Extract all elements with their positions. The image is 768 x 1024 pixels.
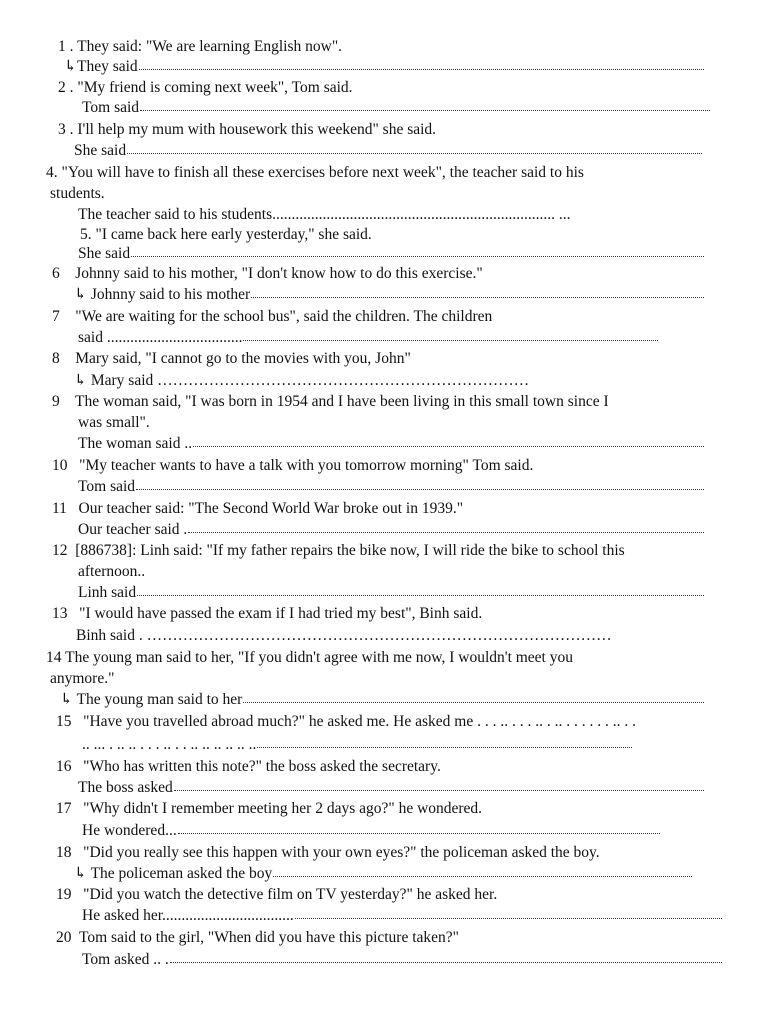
answer-lead-4[interactable]: The teacher said to his students......................................................................... ... [78,206,571,223]
question-4: 4. "You will have to finish all these exercises before next week", the teacher said to his [46,164,584,181]
dotted-line [295,906,722,919]
question-13: 13 "I would have passed the exam if I had tried my best", Binh said. [52,605,483,622]
question-8: 8 Mary said, "I cannot go to the movies with you, John" [52,350,411,367]
answer-line-12[interactable] [78,583,704,603]
answer-line-18[interactable] [74,864,692,884]
answer-line-2[interactable] [82,98,710,118]
dotted-line [139,57,704,70]
answer-line-3[interactable] [74,141,702,161]
question-14: 14 The young man said to her, "If you didn't agree with me now, I wouldn't meet you [46,649,573,666]
answer-lead-1: ↳They said [64,58,138,75]
question-12-cont: afternoon.. [78,563,146,580]
dotted-line [174,778,704,791]
dotted-line [273,864,692,877]
answer-lead-15: .. ... . .. .. . . . .. . . .. .. .. .. .. .. [82,736,257,753]
question-6: 6 Johnny said to his mother, "I don't know how to do this exercise." [52,265,483,282]
question-5: 5. "I came back here early yesterday," she said. [80,226,372,243]
answer-line-20[interactable] [82,950,722,970]
answer-line-11[interactable] [78,520,704,540]
answer-line-19[interactable] [82,906,722,926]
answer-lead-12: Linh said [78,584,137,601]
question-7: 7 "We are waiting for the school bus", said the children. The children [52,308,493,325]
answer-lead-10: Tom said [78,478,136,495]
dotted-line [243,328,658,341]
dotted-line [243,690,704,703]
answer-line-14[interactable] [60,690,704,710]
answer-lead-13[interactable]: Binh said . ……………………………………………………………………………… [76,627,612,644]
answer-line-17[interactable] [82,821,660,841]
dotted-line [257,735,632,748]
question-15: 15 "Have you travelled abroad much?" he asked me. He asked me . . . .. . . . .. . .. . . . . . . .. . . [56,713,636,730]
answer-line-10[interactable] [78,477,704,497]
question-20: 20 Tom said to the girl, "When did you have this picture taken?" [56,929,459,946]
question-14-cont: anymore." [50,670,115,687]
answer-lead-7: said ................................... [78,329,243,346]
answer-line-7[interactable] [78,328,658,348]
dotted-line [127,141,702,154]
answer-line-6[interactable] [74,285,704,305]
answer-lead-9: The woman said .. [78,435,193,452]
answer-lead-17: He wondered... [82,822,177,839]
answer-lead-6: ↳ Johnny said to his mother [74,286,251,303]
dotted-line [170,950,722,963]
question-12: 12 [886738]: Linh said: "If my father repairs the bike now, I will ride the bike to school this [52,542,625,559]
question-3: 3 . I'll help my mum with housework this weekend" she said. [58,121,437,138]
answer-line-5[interactable] [78,244,704,264]
answer-line-9[interactable] [78,434,704,454]
answer-line-1[interactable] [64,57,704,77]
answer-lead-16: The boss asked [78,779,173,796]
question-1: 1 . They said: "We are learning English now". [58,38,343,55]
question-19: 19 "Did you watch the detective film on TV yesterday?" he asked her. [56,886,498,903]
answer-line-16[interactable] [78,778,704,798]
dotted-line [140,98,710,111]
question-11: 11 Our teacher said: "The Second World War broke out in 1939." [52,500,464,517]
question-10: 10 "My teacher wants to have a talk with you tomorrow morning" Tom said. [52,457,534,474]
answer-lead-11: Our teacher said . [78,521,188,538]
answer-lead-2: Tom said [82,99,140,116]
answer-lead-18: ↳ The policeman asked the boy [74,865,273,882]
answer-lead-8[interactable]: ↳ Mary said ……………………………………………………………… [74,372,530,389]
question-9: 9 The woman said, "I was born in 1954 and I have been living in this small town since I [52,393,609,410]
dotted-line [193,434,704,447]
answer-lead-3: She said [74,142,127,159]
question-18: 18 "Did you really see this happen with your own eyes?" the policeman asked the boy. [56,844,600,861]
dotted-line [188,520,704,533]
question-17: 17 "Why didn't I remember meeting her 2 days ago?" he wondered. [56,800,483,817]
answer-lead-5: She said [78,245,131,262]
answer-lead-14: ↳ The young man said to her [60,691,243,708]
dotted-line [178,821,660,834]
dotted-line [137,583,704,596]
dotted-line [251,285,704,298]
dotted-line [131,244,704,257]
answer-lead-20: Tom asked .. . [82,951,169,968]
question-2: 2 . "My friend is coming next week", Tom said. [58,79,353,96]
answer-lead-19: He asked her.................................. [82,907,294,924]
question-16: 16 "Who has written this note?" the boss asked the secretary. [56,758,441,775]
question-4-cont: students. [50,185,105,202]
dotted-line [136,477,704,490]
answer-line-15[interactable] [82,735,632,755]
question-9-cont: was small". [78,414,150,431]
